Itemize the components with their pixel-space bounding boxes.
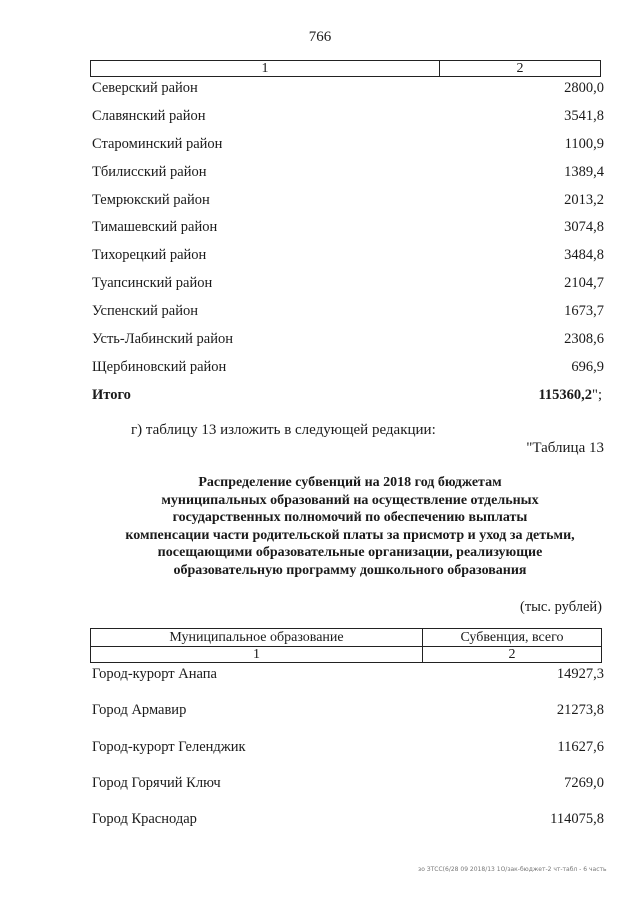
amount-value: 11627,6 (557, 739, 604, 755)
table-row (92, 217, 604, 237)
amount-value: 14927,3 (556, 666, 604, 682)
municipality-name: Город Армавир (92, 702, 187, 718)
district-name: Славянский район (92, 108, 206, 124)
closing-quote: "; (592, 387, 602, 403)
table-row (92, 106, 604, 126)
amount-value: 1100,9 (564, 136, 604, 152)
amount-value: 2104,7 (564, 275, 604, 291)
district-name: Тбилисский район (92, 164, 207, 180)
table-row (92, 78, 604, 98)
district-name: Успенский район (92, 303, 198, 319)
total-value: 115360,2 (538, 387, 593, 403)
column-number: 1 (253, 647, 260, 662)
district-name: Староминский район (92, 136, 223, 152)
table-row (92, 245, 604, 265)
municipality-name: Город Горячий Ключ (92, 775, 221, 791)
amount-value: 2800,0 (564, 80, 604, 96)
amount-value: 696,9 (571, 359, 604, 375)
title-line: компенсации части родительской платы за присмотр и уход за детьми, (125, 527, 575, 543)
amount-value: 3484,8 (564, 247, 604, 263)
table-row (92, 357, 604, 377)
municipality-name: Город Краснодар (92, 811, 197, 827)
column-number: 2 (516, 61, 524, 76)
amount-value: 114075,8 (550, 811, 604, 827)
amount-value: 7269,0 (564, 775, 604, 791)
district-name: Тимашевский район (92, 219, 218, 235)
title-line: государственных полномочий по обеспечению выплаты (172, 510, 528, 525)
title-line: Распределение субвенций на 2018 год бюджетам (198, 475, 502, 490)
table2-header (90, 628, 602, 663)
unit-label: (тыс. рублей) (520, 599, 602, 615)
amount-value: 1673,7 (564, 303, 604, 319)
table-caption: "Таблица 13 (526, 440, 604, 456)
amount-value: 21273,8 (556, 702, 604, 718)
table-title (60, 474, 640, 579)
total-label: Итого (92, 387, 131, 403)
table-row (92, 737, 604, 757)
amount-value: 2308,6 (564, 331, 604, 347)
municipality-name: Город-курорт Анапа (92, 666, 217, 682)
district-name: Щербиновский район (92, 359, 227, 375)
table-row (92, 162, 604, 182)
amount-value: 3074,8 (564, 219, 604, 235)
table-row (92, 273, 604, 293)
district-name: Туапсинский район (92, 275, 213, 291)
column-header: Субвенция, всего (423, 629, 601, 647)
district-name: Северский район (92, 80, 198, 96)
municipality-name: Город-курорт Геленджик (92, 739, 246, 755)
column-number: 2 (508, 647, 516, 662)
amount-value: 2013,2 (564, 192, 604, 208)
district-name: Усть-Лабинский район (92, 331, 233, 347)
table-row (92, 134, 604, 154)
table-row (92, 664, 604, 684)
district-name: Темрюкский район (92, 192, 210, 208)
total-row (92, 385, 604, 405)
column-header: Муниципальное образование (91, 629, 422, 647)
title-line: образовательную программу дошкольного образования (173, 562, 527, 578)
amendment-paragraph: г) таблицу 13 изложить в следующей редакции: (131, 422, 436, 438)
table-row (92, 773, 604, 793)
district-name: Тихорецкий район (92, 247, 207, 263)
table-row (92, 700, 604, 720)
column-number: 1 (91, 61, 440, 76)
amount-value: 3541,8 (564, 108, 604, 124)
title-line: муниципальных образований на осуществление отдельных (161, 492, 539, 508)
table-row (92, 329, 604, 349)
table-row (92, 301, 604, 321)
table1-column-numbers (90, 60, 601, 77)
page-number: 766 (308, 29, 332, 45)
table-row (92, 809, 604, 829)
title-line: посещающими образовательные организации, реализующие (157, 545, 543, 560)
table-row (92, 190, 604, 210)
footer-note: зо ЗТСС(6/28 09 2018/13 1О/зак-бюджет-2 чт-табл - 6 часть (418, 866, 607, 873)
amount-value: 1389,4 (564, 164, 604, 180)
